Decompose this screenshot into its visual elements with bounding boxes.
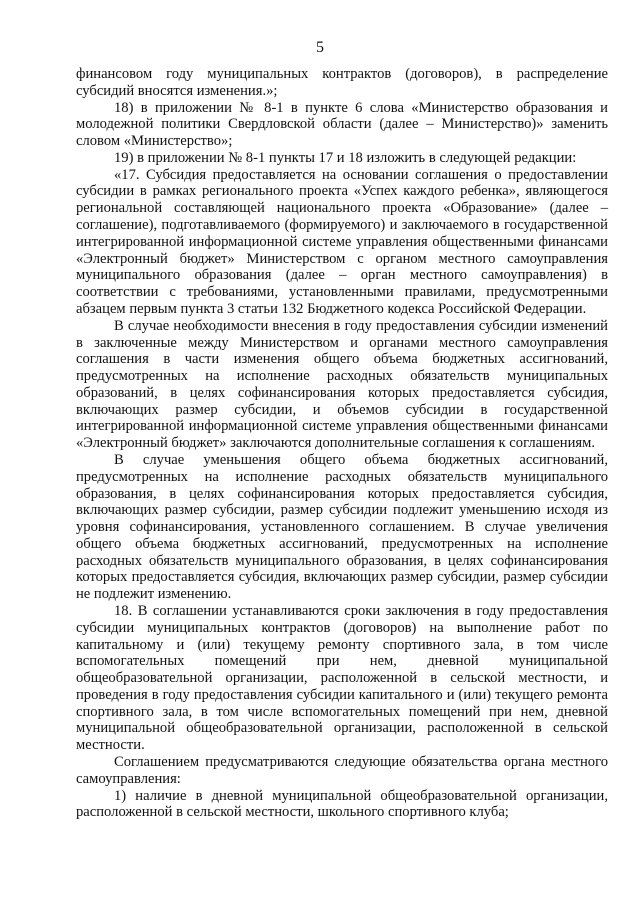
paragraph-point-17: «17. Субсидия предоставляется на основании соглашения о предоставлении субсидии в рамках регионального проекта «Успех каждого ребенка», являющегося региональной составляющей национального проекта «Образование» (далее – соглашение), подготавливаемого (формируемого) и заключаемого в государственной интегрированной информационной системе управления общественными финансами «Электронный бюджет» Министерством с органом местного самоуправления муниципального образования (далее – орган местного самоуправления) в соответствии с требованиями, установленными правилами, предусмотренными абзацем первым пункта 3 статьи 132 Бюджетного кодекса Российской Федерации. <box>76 166 608 317</box>
paragraph-item-18: 18) в приложении № 8-1 в пункте 6 слова «Министерство образования и молодежной политики Свердловской области (далее – Министерство)» заменить словом «Министерство»; <box>76 99 608 150</box>
paragraph-obligations-intro: Соглашением предусматриваются следующие обязательства органа местного самоуправления: <box>76 754 608 787</box>
document-body <box>76 66 608 821</box>
paragraph-amendments: В случае необходимости внесения в году предоставления субсидии изменений в заключенные между Министерством и органами местного самоуправления соглашения в части изменения общего объема бюджетных ассигнований, предусмотренных на исполнение расходных обязательств муниципальных образований, в целях софинансирования которых предоставляется субсидия, включающих размер субсидии, и объемов субсидии в государственной интегрированной информационной системе управления общественными финансами «Электронный бюджет» заключаются дополнительные соглашения к соглашениям. <box>76 317 608 452</box>
paragraph-reduction: В случае уменьшения общего объема бюджетных ассигнований, предусмотренных на исполнение расходных обязательств муниципального образования, в целях софинансирования которых предоставляется субсидия, включающих размер субсидии, размер субсидии подлежит уменьшению исходя из уровня софинансирования, установленного соглашением. В случае увеличения общего объема бюджетных ассигнований, предусмотренных на исполнение расходных обязательств муниципального образования, в целях софинансирования которых предоставляется субсидия, включающих размер субсидии, размер субсидии не подлежит изменению. <box>76 451 608 603</box>
paragraph-item-19: 19) в приложении № 8-1 пункты 17 и 18 изложить в следующей редакции: <box>114 149 577 166</box>
page-number: 5 <box>316 39 324 56</box>
paragraph-point-18: 18. В соглашении устанавливаются сроки заключения в году предоставления субсидии муниципальных контрактов (договоров) на выполнение работ по капитальному и (или) текущему ремонту спортивного зала, в том числе вспомогательных помещений при нем, дневной муниципальной общеобразовательной организации, расположенной в сельской местности, и проведения в году предоставления субсидии капитального и (или) текущего ремонта спортивного зала, в том числе вспомогательных помещений при нем, дневной муниципальной общеобразовательной организации, расположенной в сельской местности. <box>76 603 608 754</box>
paragraph-obligation-1: 1) наличие в дневной муниципальной общеобразовательной организации, расположенной в сельской местности, школьного спортивного клуба; <box>76 787 608 821</box>
paragraph-continuation: финансовом году муниципальных контрактов (договоров), в распределение субсидий вносятся изменения.»; <box>76 66 608 99</box>
